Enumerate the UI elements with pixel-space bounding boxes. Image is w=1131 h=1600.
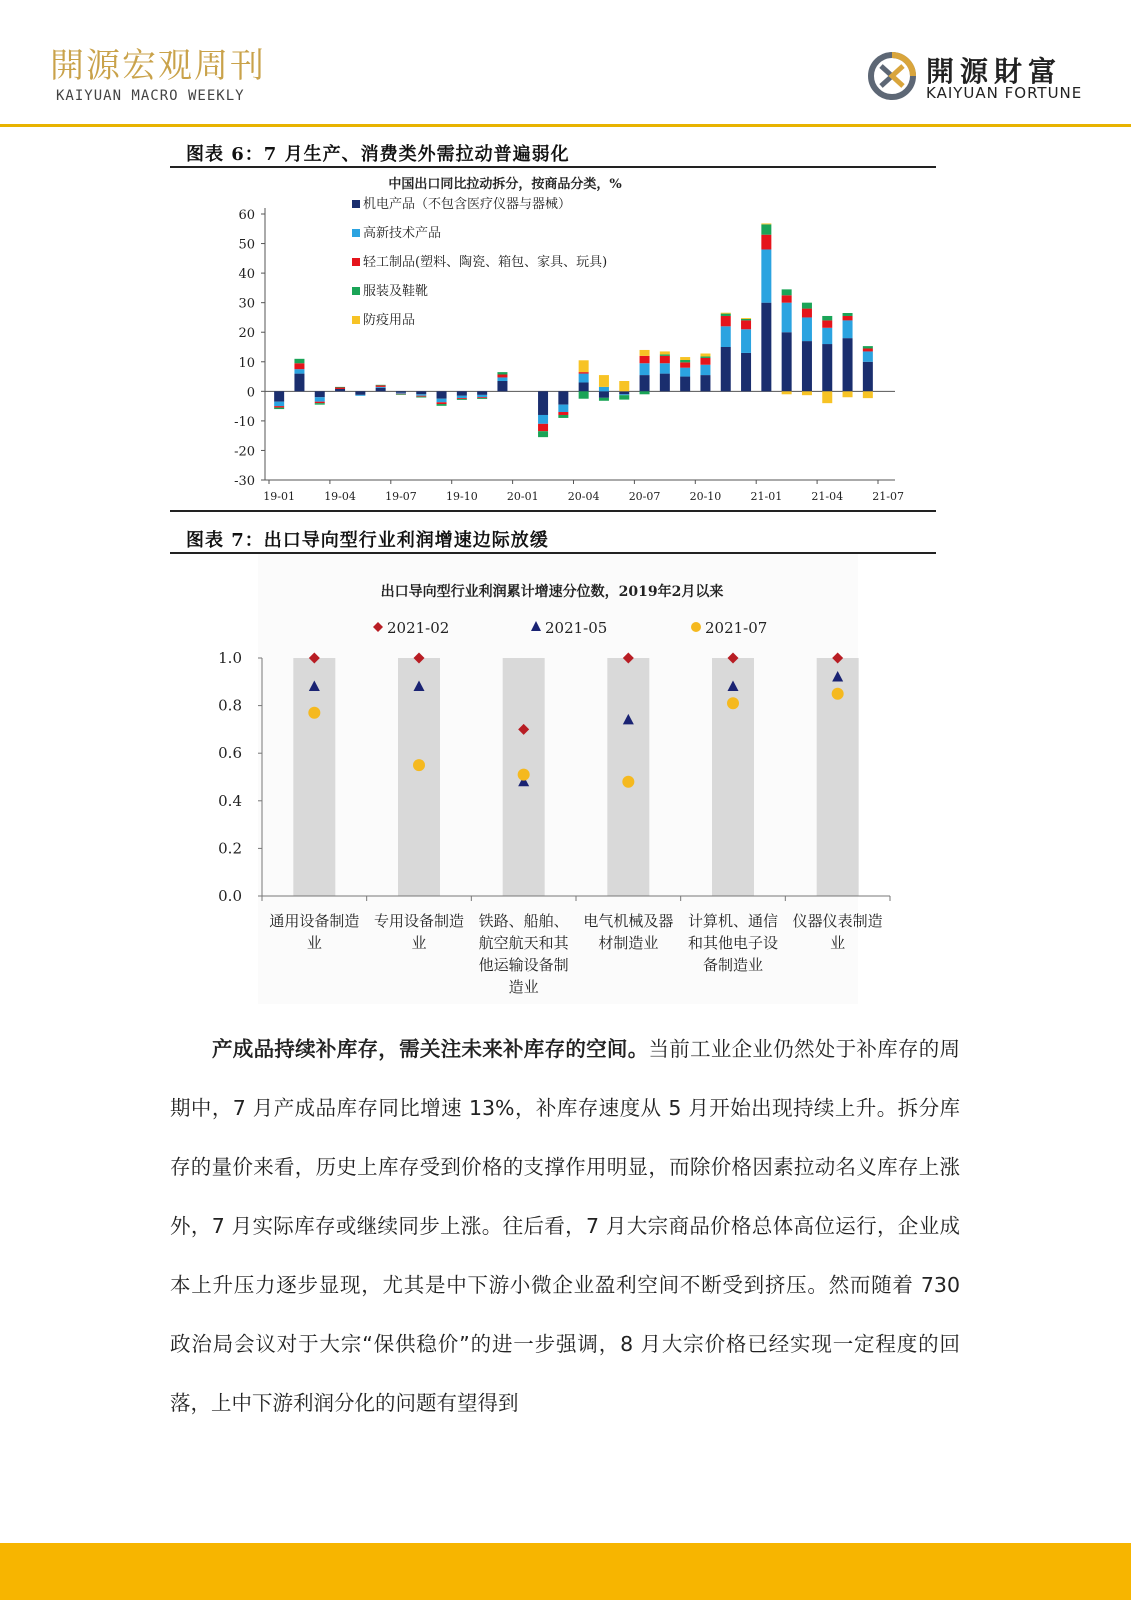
- chart1-legend-label: 高新技术产品: [363, 226, 442, 241]
- chart2-legend-marker: [691, 622, 701, 632]
- chart1-bar-segment: [396, 394, 406, 395]
- chart1-bar-segment: [782, 289, 792, 295]
- paragraph-text: 当前工业企业仍然处于补库存的周期中，7 月产成品库存同比增速 13%，补库存速度从 5 月开始出现持续上升。拆分库存的量价来看，历史上库存受到价格的支撑作用明显，而除价格因素拉动名义库存上涨外，7 月实际库存或继续同步上涨。往后看，7 月大宗商品价格总体高位运行，企业成本上升压力逐步显现，尤其是中下游小微企业盈利空间不断受到挤压。然而随着 730 政治局会议对于大宗“保供稳价”的进一步强调，8 月大宗价格已经实现一定程度的回落，上中下游利润分化的问题有望得到: [170, 1037, 960, 1415]
- chart1-bar-segment: [538, 415, 548, 424]
- chart1-bar-segment: [640, 363, 650, 375]
- chart2-x-tick-label: 业: [306, 934, 322, 952]
- chart1-bar-segment: [376, 388, 386, 392]
- chart1-x-tick-label: 19-10: [445, 490, 478, 503]
- chart2-x-tick-label: 业: [411, 934, 427, 952]
- chart1-bar-segment: [843, 316, 853, 320]
- chart1-bar-segment: [437, 402, 447, 404]
- chart1-bar-segment: [416, 394, 426, 395]
- chart1-bar-segment: [802, 303, 812, 309]
- chart1-bar-segment: [802, 309, 812, 318]
- chart2-y-tick-label: 1.0: [218, 649, 242, 667]
- chart1-bar-segment: [335, 387, 345, 388]
- chart1-legend-swatch: [352, 229, 360, 237]
- chart2-category-band: [398, 658, 440, 896]
- chart1-bar-segment: [863, 351, 873, 361]
- chart1-x-tick-label: 19-07: [385, 490, 417, 503]
- chart1-bar-segment: [335, 387, 345, 388]
- figure7-caption: 图表 7：出口导向型行业利润增速边际放缓: [186, 530, 549, 551]
- figure6-bottom-rule: [170, 510, 936, 512]
- chart1-bar-segment: [680, 368, 690, 377]
- chart2-x-tick-label: 计算机、通信: [687, 912, 779, 930]
- chart1-bar-segment: [660, 351, 670, 354]
- chart1-bar-segment: [538, 391, 548, 415]
- chart1-bar-segment: [741, 318, 751, 319]
- chart1-bar-segment: [558, 405, 568, 412]
- chart1-bar-segment: [477, 397, 487, 398]
- header-rule: [0, 124, 1131, 127]
- chart1-bar-segment: [660, 356, 670, 363]
- logo-name: 開源財富: [926, 55, 1063, 88]
- chart1-bar-segment: [843, 313, 853, 316]
- chart1-x-tick-label: 21-07: [872, 490, 905, 503]
- chart1-y-tick-label: 40: [238, 267, 255, 283]
- chart1-bar-segment: [721, 314, 731, 316]
- figure6-caption: 图表 6：7 月生产、消费类外需拉动普遍弱化: [186, 144, 570, 165]
- chart1-bar-segment: [802, 341, 812, 391]
- chart2-y-tick-label: 0.4: [218, 791, 242, 810]
- chart1-bar-segment: [376, 385, 386, 386]
- chart1-bar-segment: [700, 365, 710, 375]
- chart1-bar-segment: [660, 363, 670, 373]
- chart1-bar-segment: [843, 391, 853, 397]
- chart1-bar-segment: [863, 348, 873, 351]
- chart2-y-tick-label: 0.8: [218, 696, 242, 715]
- chart1-bar-segment: [680, 362, 690, 367]
- export-contribution-chart: [0, 168, 1131, 528]
- chart1-bar-segment: [558, 391, 568, 404]
- chart1-bar-segment: [416, 397, 426, 398]
- chart1-bar-segment: [274, 406, 284, 407]
- chart2-point-2021-07: [832, 688, 844, 700]
- chart1-y-tick-label: 10: [238, 355, 255, 371]
- chart1-bar-segment: [761, 223, 771, 224]
- chart1-bar-segment: [700, 356, 710, 357]
- chart1-bar-segment: [416, 396, 426, 397]
- chart1-bar-segment: [822, 328, 832, 344]
- chart1-bar-segment: [599, 387, 609, 391]
- chart1-bar-segment: [355, 395, 365, 396]
- logo-subtitle: KAIYUAN FORTUNE: [926, 84, 1083, 102]
- chart2-category-band: [293, 658, 335, 896]
- chart1-bar-segment: [457, 396, 467, 398]
- chart1-x-tick-label: 20-01: [506, 490, 539, 503]
- chart1-bar-segment: [294, 363, 304, 369]
- chart1-bar-segment: [741, 320, 751, 329]
- chart1-y-tick-label: -20: [234, 444, 255, 460]
- chart1-bar-segment: [599, 398, 609, 401]
- chart1-x-tick-label: 19-01: [263, 490, 296, 503]
- chart2-x-tick-label: 他运输设备制: [478, 956, 569, 974]
- chart2-x-tick-label: 备制造业: [702, 956, 764, 974]
- chart1-bar-segment: [497, 377, 507, 381]
- chart1-bar-segment: [640, 391, 650, 394]
- chart2-category-band: [712, 658, 754, 896]
- chart1-bar-segment: [619, 381, 629, 391]
- chart2-legend-label: 2021-02: [387, 619, 450, 637]
- chart1-bar-segment: [619, 395, 629, 399]
- chart1-x-tick-label: 21-04: [811, 490, 844, 503]
- chart1-bar-segment: [274, 402, 284, 406]
- chart2-y-tick-label: 0.2: [218, 839, 242, 858]
- chart1-bar-segment: [700, 354, 710, 357]
- chart2-point-2021-07: [413, 759, 425, 771]
- chart1-bar-segment: [640, 350, 650, 356]
- chart1-x-tick-label: 19-04: [324, 490, 356, 503]
- chart1-legend-label: 轻工制品(塑料、陶瓷、箱包、家具、玩具): [363, 255, 608, 270]
- chart1-bar-segment: [782, 332, 792, 391]
- chart1-bar-segment: [558, 412, 568, 415]
- chart2-point-2021-07: [518, 769, 530, 781]
- chart1-bar-segment: [457, 398, 467, 399]
- chart1-bar-segment: [396, 394, 406, 395]
- chart1-bar-segment: [497, 374, 507, 377]
- chart2-legend-label: 2021-05: [545, 619, 608, 637]
- chart1-y-tick-label: 60: [238, 208, 255, 223]
- chart1-legend-label: 服装及鞋靴: [363, 284, 429, 299]
- chart1-bar-segment: [315, 403, 325, 404]
- chart1-bar-segment: [761, 303, 771, 392]
- chart1-bar-segment: [640, 356, 650, 363]
- chart1-bar-segment: [376, 385, 386, 386]
- chart1-bar-segment: [437, 391, 447, 398]
- chart1-bar-segment: [640, 375, 650, 391]
- chart1-legend-label: 防疫用品: [363, 313, 416, 328]
- chart2-x-tick-label: 业: [830, 934, 846, 952]
- chart2-x-tick-label: 材制造业: [598, 934, 659, 952]
- chart1-x-tick-label: 20-04: [567, 490, 600, 503]
- chart1-bar-segment: [396, 391, 406, 392]
- chart1-bar-segment: [355, 391, 365, 395]
- chart1-legend-swatch: [352, 316, 360, 324]
- chart1-bar-segment: [437, 399, 447, 403]
- company-logo: [866, 50, 1086, 106]
- chart1-bar-segment: [802, 317, 812, 341]
- paragraph-lead: 产成品持续补库存，需关注未来补库存的空间。: [212, 1037, 649, 1061]
- chart1-bar-segment: [579, 374, 589, 383]
- chart1-bar-segment: [721, 326, 731, 347]
- chart1-y-tick-label: 50: [238, 237, 255, 253]
- chart1-x-tick-label: 20-10: [689, 490, 722, 503]
- chart1-bar-segment: [782, 295, 792, 302]
- chart1-y-tick-label: -10: [234, 414, 255, 430]
- chart1-bar-segment: [680, 360, 690, 362]
- chart1-y-tick-label: 30: [238, 296, 255, 312]
- page-header: [0, 0, 1131, 126]
- chart1-bar-segment: [538, 431, 548, 437]
- chart2-x-tick-label: 仪器仪表制造: [792, 912, 883, 930]
- chart2-y-tick-label: 0.6: [218, 744, 242, 763]
- chart1-bar-segment: [700, 375, 710, 391]
- chart1-bar-segment: [315, 402, 325, 403]
- chart1-bar-segment: [741, 329, 751, 353]
- chart1-bar-segment: [660, 354, 670, 355]
- chart1-bar-segment: [599, 375, 609, 387]
- profit-quantile-chart: [0, 554, 1131, 1004]
- chart1-bar-segment: [335, 389, 345, 391]
- chart1-bar-segment: [579, 391, 589, 398]
- chart2-x-tick-label: 造业: [508, 978, 539, 996]
- chart2-point-2021-07: [622, 776, 634, 788]
- chart2-x-tick-label: 电气机械及器: [583, 912, 674, 930]
- brand-title: 開源宏观周刊: [50, 46, 266, 86]
- chart1-bar-segment: [477, 391, 487, 395]
- chart1-bar-segment: [680, 377, 690, 392]
- chart1-legend-swatch: [352, 258, 360, 266]
- chart1-bar-segment: [761, 235, 771, 250]
- chart1-legend-label: 机电产品（不包含医疗仪器与器械）: [363, 197, 572, 212]
- chart1-bar-segment: [274, 408, 284, 409]
- chart1-bar-segment: [802, 391, 812, 395]
- chart1-bar-segment: [680, 357, 690, 360]
- chart1-y-tick-label: -30: [234, 474, 255, 489]
- chart2-point-2021-07: [727, 697, 739, 709]
- chart1-bar-segment: [843, 320, 853, 338]
- chart1-y-tick-label: 0: [246, 385, 255, 401]
- chart1-bar-segment: [477, 395, 487, 397]
- chart1-bar-segment: [457, 391, 467, 395]
- chart1-bar-segment: [579, 382, 589, 391]
- chart1-bar-segment: [477, 398, 487, 399]
- chart1-bar-segment: [579, 360, 589, 372]
- chart1-bar-segment: [822, 391, 832, 403]
- chart2-x-tick-label: 专用设备制造: [373, 912, 465, 930]
- chart1-bar-segment: [863, 346, 873, 348]
- chart1-bar-segment: [843, 338, 853, 391]
- chart1-bar-segment: [822, 320, 832, 327]
- chart1-bar-segment: [721, 316, 731, 326]
- chart1-bar-segment: [497, 381, 507, 391]
- chart1-title: 中国出口同比拉动拆分，按商品分类，%: [388, 177, 622, 192]
- body-paragraph: [170, 1020, 960, 1433]
- chart1-bar-segment: [822, 316, 832, 320]
- chart1-bar-segment: [619, 391, 629, 394]
- chart2-x-tick-label: 铁路、船舶、: [478, 912, 569, 930]
- chart1-bar-segment: [599, 391, 609, 398]
- chart1-bar-segment: [721, 313, 731, 314]
- chart1-bar-segment: [315, 397, 325, 401]
- chart1-bar-segment: [416, 391, 426, 394]
- chart1-bar-segment: [376, 387, 386, 388]
- chart1-bar-segment: [782, 303, 792, 333]
- chart2-point-2021-07: [308, 707, 320, 719]
- chart1-bar-segment: [660, 374, 670, 392]
- chart1-bar-segment: [782, 391, 792, 394]
- chart2-x-tick-label: 航空航天和其: [478, 934, 569, 952]
- chart1-bar-segment: [741, 353, 751, 391]
- chart1-bar-segment: [294, 359, 304, 363]
- chart1-y-tick-label: 20: [238, 326, 255, 342]
- chart1-bar-segment: [822, 344, 832, 391]
- chart1-bar-segment: [437, 404, 447, 406]
- chart1-bar-segment: [294, 369, 304, 373]
- footer-bar: [0, 1543, 1131, 1600]
- chart1-legend-swatch: [352, 200, 360, 208]
- chart1-bar-segment: [457, 399, 467, 400]
- chart2-y-tick-label: 0.0: [218, 887, 242, 905]
- chart2-title: 出口导向型行业利润累计增速分位数，2019年2月以来: [380, 584, 724, 600]
- chart2-x-tick-label: 通用设备制造: [269, 912, 360, 930]
- chart1-x-tick-label: 21-01: [750, 490, 783, 503]
- chart1-legend-swatch: [352, 287, 360, 295]
- chart2-legend-label: 2021-07: [705, 619, 768, 637]
- chart1-bar-segment: [863, 391, 873, 398]
- chart1-bar-segment: [579, 372, 589, 373]
- chart1-x-tick-label: 20-07: [628, 490, 661, 503]
- chart1-bar-segment: [721, 347, 731, 391]
- chart1-bar-segment: [294, 374, 304, 392]
- chart1-bar-segment: [741, 319, 751, 320]
- chart1-bar-segment: [274, 391, 284, 401]
- chart1-bar-segment: [619, 394, 629, 395]
- chart1-bar-segment: [761, 224, 771, 234]
- chart1-bar-segment: [558, 415, 568, 418]
- chart1-bar-segment: [761, 249, 771, 302]
- chart1-bar-segment: [863, 362, 873, 392]
- brand-subtitle: KAIYUAN MACRO WEEKLY: [56, 88, 245, 104]
- logo-mark-icon: [866, 50, 918, 102]
- chart1-bar-segment: [396, 393, 406, 394]
- chart1-bar-segment: [538, 424, 548, 431]
- chart1-bar-segment: [497, 372, 507, 374]
- chart2-x-tick-label: 和其他电子设: [687, 934, 779, 952]
- chart1-bar-segment: [315, 391, 325, 397]
- chart1-bar-segment: [700, 358, 710, 365]
